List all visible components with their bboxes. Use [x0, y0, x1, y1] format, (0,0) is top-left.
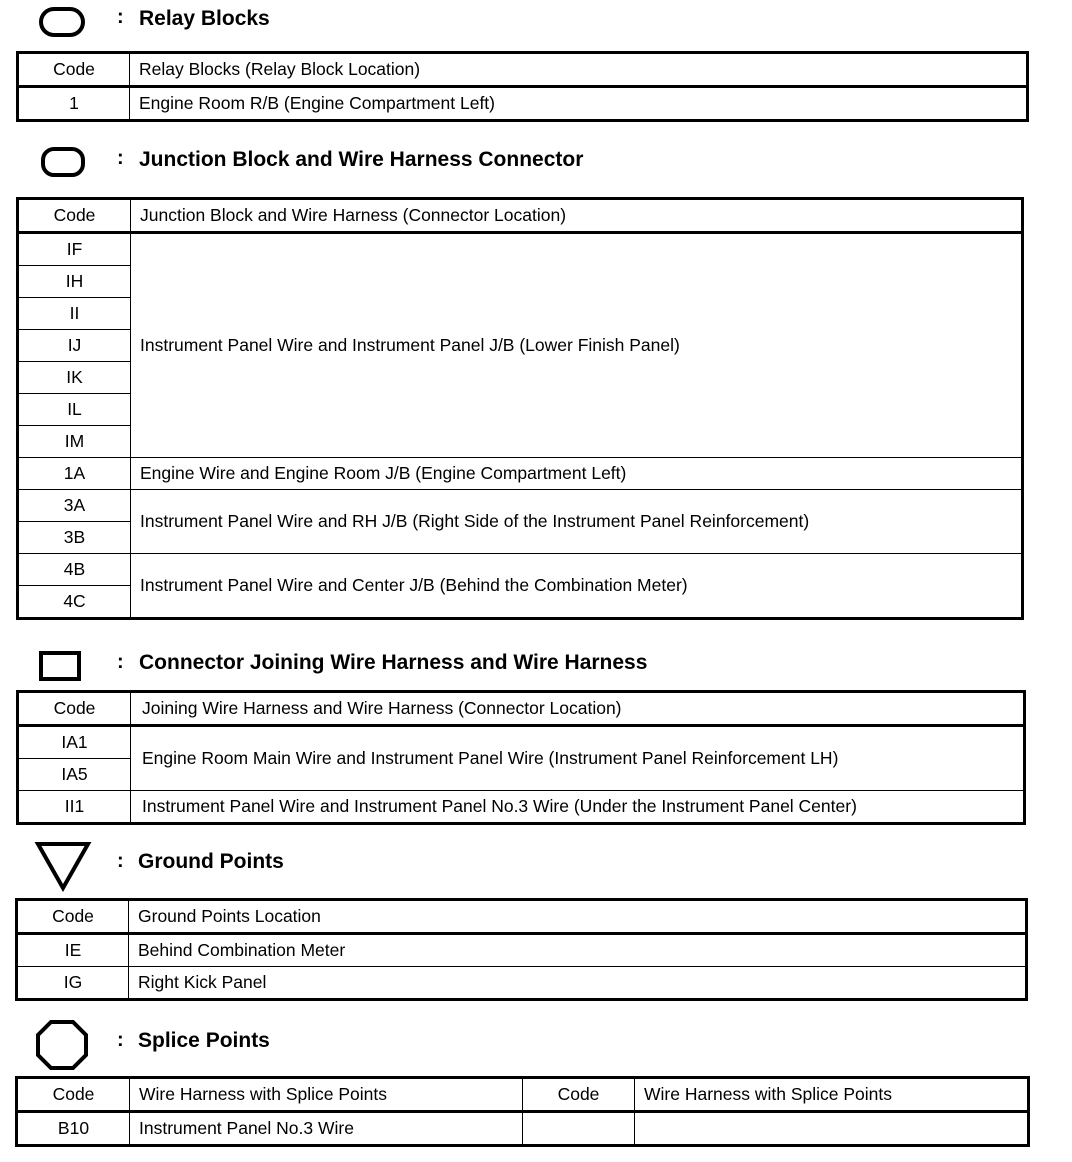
ground-section-title: Ground Points — [138, 850, 284, 873]
relay-table-header — [18, 53, 1028, 87]
splice-header-code-2: Code — [523, 1078, 635, 1112]
table-row — [18, 791, 1025, 824]
splice-desc-cell: Instrument Panel No.3 Wire — [130, 1112, 523, 1146]
junction-header-code: Code — [18, 199, 131, 233]
connector-table — [16, 690, 1026, 825]
ground-colon: : — [117, 850, 124, 872]
table-row — [17, 934, 1027, 967]
junction-desc-cell: Instrument Panel Wire and Center J/B (Behind the Combination Meter) — [131, 554, 1023, 619]
ground-header-code: Code — [17, 900, 129, 934]
splice-header-desc-2: Wire Harness with Splice Points — [635, 1078, 1029, 1112]
junction-block-icon — [40, 146, 88, 178]
relay-header-code: Code — [18, 53, 130, 87]
junction-code-cell: IK — [18, 362, 131, 394]
junction-header-desc: Junction Block and Wire Harness (Connector Location) — [131, 199, 1023, 233]
relay-section-title: Relay Blocks — [139, 7, 270, 30]
splice-table-header — [17, 1078, 1029, 1112]
splice-code-cell: B10 — [17, 1112, 130, 1146]
connector-table-header — [18, 692, 1025, 726]
ground-table-header — [17, 900, 1027, 934]
table-row — [18, 233, 1023, 266]
connector-desc-cell: Engine Room Main Wire and Instrument Panel Wire (Instrument Panel Reinforcement LH) — [131, 726, 1025, 791]
splice-desc-cell-2 — [635, 1112, 1029, 1146]
junction-code-cell: 4C — [18, 586, 131, 619]
junction-code-cell: 1A — [18, 458, 131, 490]
table-row — [18, 458, 1023, 490]
ground-desc-cell: Behind Combination Meter — [129, 934, 1027, 967]
junction-desc-cell: Instrument Panel Wire and Instrument Panel J/B (Lower Finish Panel) — [131, 233, 1023, 458]
junction-desc-cell: Engine Wire and Engine Room J/B (Engine Compartment Left) — [131, 458, 1023, 490]
relay-colon: : — [117, 6, 124, 28]
junction-code-cell: IH — [18, 266, 131, 298]
splice-header-code: Code — [17, 1078, 130, 1112]
table-row — [18, 87, 1028, 121]
connector-code-cell: II1 — [18, 791, 131, 824]
junction-code-cell: IL — [18, 394, 131, 426]
ground-desc-cell: Right Kick Panel — [129, 967, 1027, 1000]
ground-code-cell: IG — [17, 967, 129, 1000]
ground-table — [15, 898, 1028, 1001]
connector-header-desc: Joining Wire Harness and Wire Harness (Connector Location) — [131, 692, 1025, 726]
junction-code-cell: IJ — [18, 330, 131, 362]
junction-colon: : — [117, 147, 124, 169]
connector-header-code: Code — [18, 692, 131, 726]
connector-code-cell: IA1 — [18, 726, 131, 759]
junction-section-title: Junction Block and Wire Harness Connector — [139, 148, 584, 171]
table-row — [18, 726, 1025, 759]
table-row — [17, 1112, 1029, 1146]
splice-colon: : — [117, 1029, 124, 1051]
table-row — [17, 967, 1027, 1000]
ground-code-cell: IE — [17, 934, 129, 967]
splice-table — [15, 1076, 1030, 1147]
junction-code-cell: 4B — [18, 554, 131, 586]
relay-table — [16, 51, 1029, 122]
splice-point-icon — [34, 1018, 90, 1072]
junction-code-cell: 3A — [18, 490, 131, 522]
junction-code-cell: 3B — [18, 522, 131, 554]
relay-desc-cell: Engine Room R/B (Engine Compartment Left) — [130, 87, 1028, 121]
splice-code-cell-2 — [523, 1112, 635, 1146]
junction-desc-cell: Instrument Panel Wire and RH J/B (Right Side of the Instrument Panel Reinforcement) — [131, 490, 1023, 554]
junction-table-header — [18, 199, 1023, 233]
connector-code-cell: IA5 — [18, 759, 131, 791]
splice-header-desc: Wire Harness with Splice Points — [130, 1078, 523, 1112]
connector-colon: : — [117, 651, 124, 673]
relay-header-desc: Relay Blocks (Relay Block Location) — [130, 53, 1028, 87]
junction-code-cell: IM — [18, 426, 131, 458]
splice-section-title: Splice Points — [138, 1029, 270, 1052]
table-row — [18, 554, 1023, 586]
ground-header-desc: Ground Points Location — [129, 900, 1027, 934]
connector-icon — [38, 650, 84, 684]
table-row — [18, 490, 1023, 522]
connector-desc-cell: Instrument Panel Wire and Instrument Panel No.3 Wire (Under the Instrument Panel Center) — [131, 791, 1025, 824]
relay-code-cell: 1 — [18, 87, 130, 121]
ground-point-icon — [34, 840, 92, 892]
junction-code-cell: II — [18, 298, 131, 330]
junction-table — [16, 197, 1024, 620]
connector-section-title: Connector Joining Wire Harness and Wire Harness — [139, 651, 648, 674]
junction-code-cell: IF — [18, 233, 131, 266]
relay-block-icon — [38, 6, 86, 38]
